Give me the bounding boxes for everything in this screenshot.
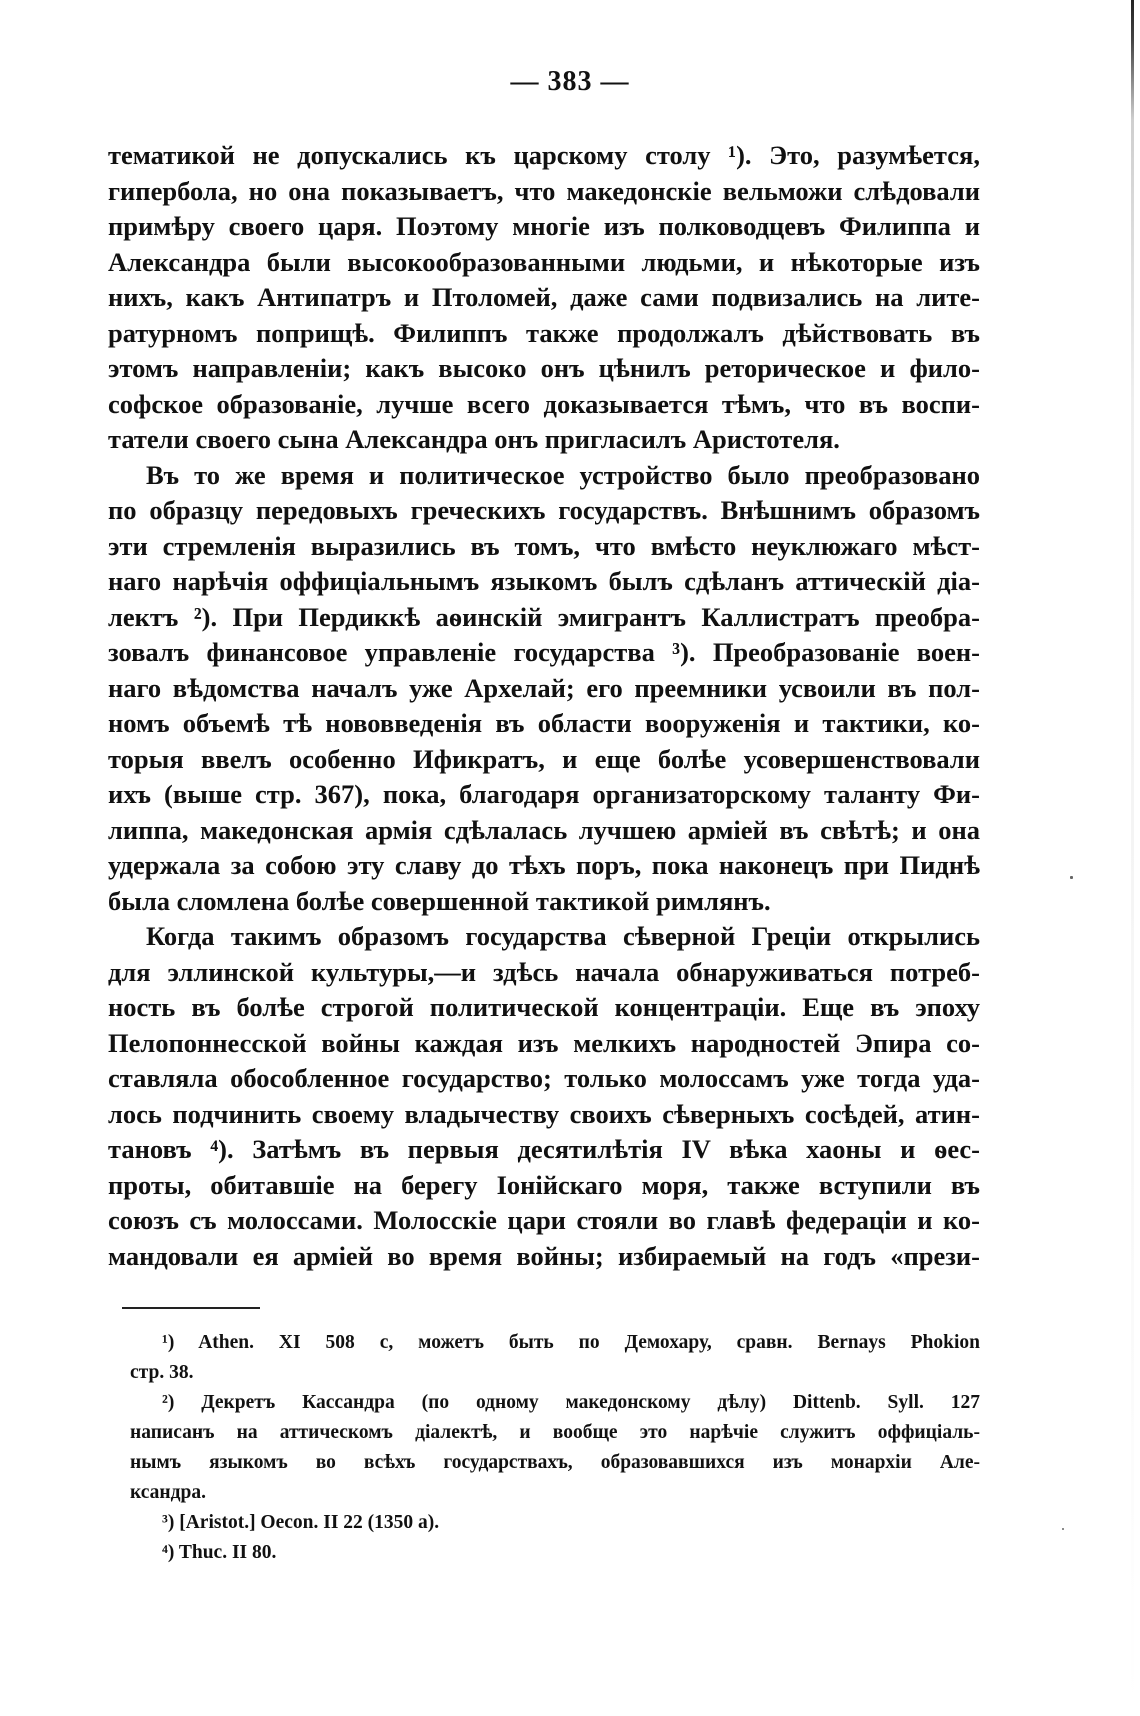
body-text-line: ность въ болѣе строгой политической концентраціи. Еще въ эпоху bbox=[108, 992, 980, 1022]
body-text-line: ставляла обособленное государство; только молоссамъ уже тогда уда- bbox=[108, 1063, 980, 1093]
body-text-line: Александра были высокообразованными людьми, и нѣкоторые изъ bbox=[108, 246, 980, 277]
body-text-line: ихъ (выше стр. 367), пока, благодаря организаторскому таланту Фи- bbox=[108, 779, 980, 809]
footnote-separator bbox=[122, 1307, 260, 1309]
body-text-line: этомъ направленіи; какъ высоко онъ цѣнилъ реторическое и фило- bbox=[108, 353, 980, 383]
body-text-line: примѣру своего царя. Поэтому многіе изъ полководцевъ Филиппа и bbox=[108, 211, 980, 241]
body-text-line: липпа, македонская армія сдѣлалась лучшею арміей въ свѣтѣ; и она bbox=[108, 814, 980, 845]
body-text-line: зовалъ финансовое управленіе государства ³). Преобразованіе воен- bbox=[108, 637, 980, 667]
body-text-line: лось подчинить своему владычеству своихъ сѣверныхъ сосѣдей, атин- bbox=[108, 1098, 980, 1129]
body-text-line: Въ то же время и политическое устройство было преобразовано bbox=[146, 459, 980, 490]
body-text-line: проты, обитавшіе на берегу Іонійскаго моря, также вступили въ bbox=[108, 1169, 980, 1200]
page-edge-shadow bbox=[1131, 0, 1134, 1716]
body-text-line: наго вѣдомства началъ уже Архелай; его преемники усвоили въ пол- bbox=[108, 672, 980, 703]
body-text-line: для эллинской культуры,—и здѣсь начала обнаруживаться потреб- bbox=[108, 956, 980, 987]
body-text-line: софское образованіе, лучше всего доказывается тѣмъ, что въ воспи- bbox=[108, 388, 980, 419]
body-text-line: ратурномъ поприщѣ. Филиппъ также продолжалъ дѣйствовать въ bbox=[108, 317, 980, 348]
scan-speck bbox=[1070, 876, 1073, 879]
body-text-line: эти стремленія выразились въ томъ, что вмѣсто неуклюжаго мѣст- bbox=[108, 530, 980, 561]
body-text-line: нихъ, какъ Антипатръ и Птоломей, даже сами подвизались на лите- bbox=[108, 282, 980, 312]
body-text-line: была сломлена болѣе совершенной тактикой римлянъ. bbox=[108, 885, 771, 916]
body-text-line: торыя ввелъ особенно Ификратъ, и еще болѣе усовершенствовали bbox=[108, 743, 980, 774]
page-number: — 383 — bbox=[510, 66, 630, 97]
body-text bbox=[108, 138, 980, 1274]
body-text-line: мандовали ея арміей во время войны; избираемый на годъ «прези- bbox=[108, 1240, 980, 1271]
footnote-line: стр. 38. bbox=[130, 1362, 194, 1383]
footnote-line: ксандра. bbox=[130, 1482, 206, 1503]
body-text-line: удержала за собою эту славу до тѣхъ поръ, пока наконецъ при Пиднѣ bbox=[108, 850, 980, 880]
body-text-line: по образцу передовыхъ греческихъ государствъ. Внѣшнимъ образомъ bbox=[108, 495, 980, 525]
footnote-line: написанъ на аттическомъ діалектѣ, и вообще это нарѣчіе служитъ оффиціаль- bbox=[130, 1422, 980, 1443]
body-text-line: тановъ ⁴). Затѣмъ въ первыя десятилѣтія IV вѣка хаоны и ѳес- bbox=[108, 1134, 980, 1164]
footnote-line: нымъ языкомъ во всѣхъ государствахъ, образовавшихся изъ монархіи Але- bbox=[130, 1452, 980, 1473]
body-text-line: союзъ съ молоссами. Молосскіе цари стояли во главѣ федераціи и ко- bbox=[108, 1205, 980, 1235]
footnote-line: ³) [Aristot.] Oecon. II 22 (1350 a). bbox=[162, 1512, 440, 1533]
body-text-line: лектъ ²). При Пердиккѣ аѳинскій эмигрантъ Каллистратъ преобра- bbox=[108, 601, 980, 632]
body-text-line: Когда такимъ образомъ государства сѣверной Греціи открылись bbox=[146, 921, 980, 951]
footnote-line: ¹) Athen. XI 508 c, можетъ быть по Демохару, сравн. Bernays Phokion bbox=[162, 1332, 980, 1353]
footnote-line: ⁴) Thuc. II 80. bbox=[162, 1542, 277, 1563]
footnote-line: ²) Декретъ Кассандра (по одному македонскому дѣлу) Dittenb. Syll. 127 bbox=[162, 1392, 980, 1413]
body-text-line: татели своего сына Александра онъ пригласилъ Аристотеля. bbox=[108, 424, 840, 454]
body-text-line: Пелопоннесской войны каждая изъ мелкихъ народностей Эпира со- bbox=[108, 1027, 980, 1058]
body-text-line: наго нарѣчія оффиціальнымъ языкомъ былъ сдѣланъ аттическій діа- bbox=[108, 566, 980, 596]
footnotes bbox=[130, 1328, 980, 1568]
scan-speck bbox=[1062, 1528, 1064, 1530]
body-text-line: тематикой не допускались къ царскому столу ¹). Это, разумѣется, bbox=[108, 140, 980, 170]
body-text-line: номъ объемѣ тѣ нововведенія въ области вооруженія и тактики, ко- bbox=[108, 708, 980, 738]
body-text-line: гипербола, но она показываетъ, что македонскіе вельможи слѣдовали bbox=[108, 175, 980, 206]
